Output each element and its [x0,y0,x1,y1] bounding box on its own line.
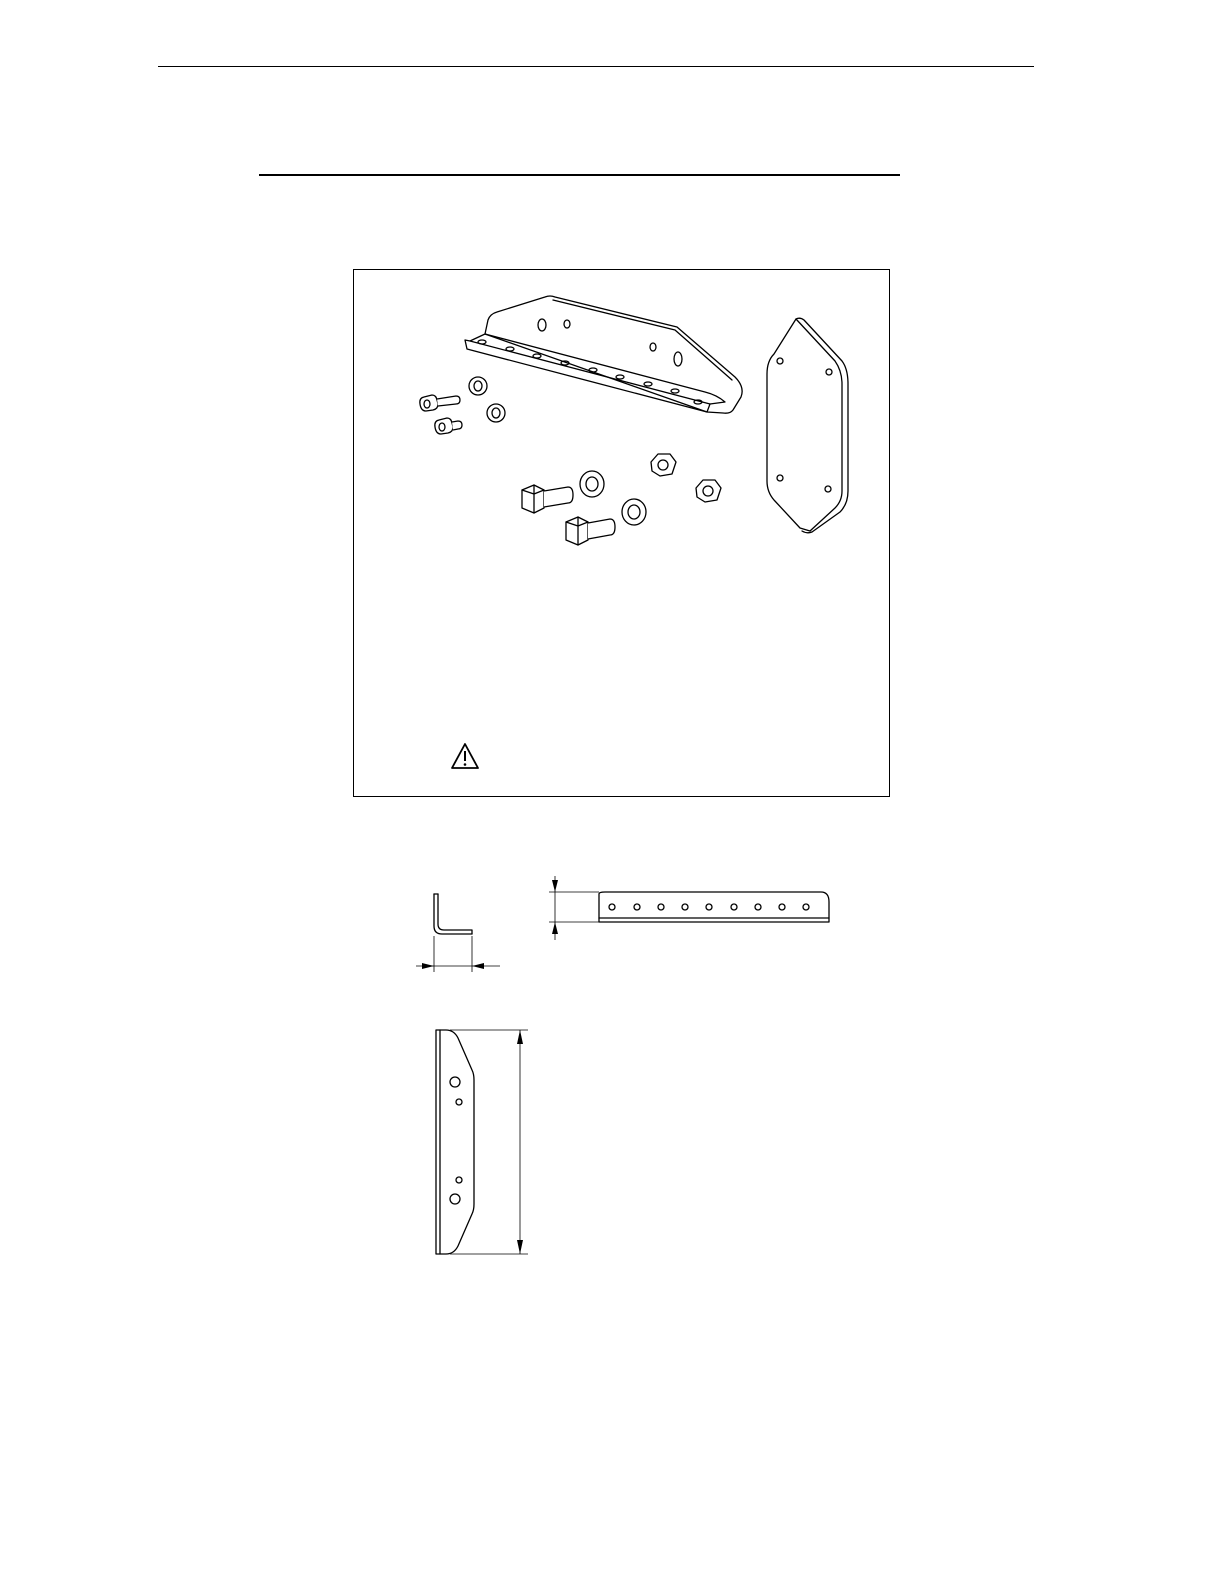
bracket-top-view-icon [430,1026,535,1258]
warning-triangle-icon [450,742,480,770]
bracket-front-view-icon [545,872,835,944]
bracket-side-view-icon [414,890,504,975]
mounting-plate-icon [760,316,850,534]
hex-nut-icon [648,450,728,512]
small-washer-icon [466,376,508,426]
socket-screw-icon [418,392,463,440]
header-rule [158,66,1034,67]
large-washer-icon [578,468,648,536]
section-rule [259,174,900,176]
